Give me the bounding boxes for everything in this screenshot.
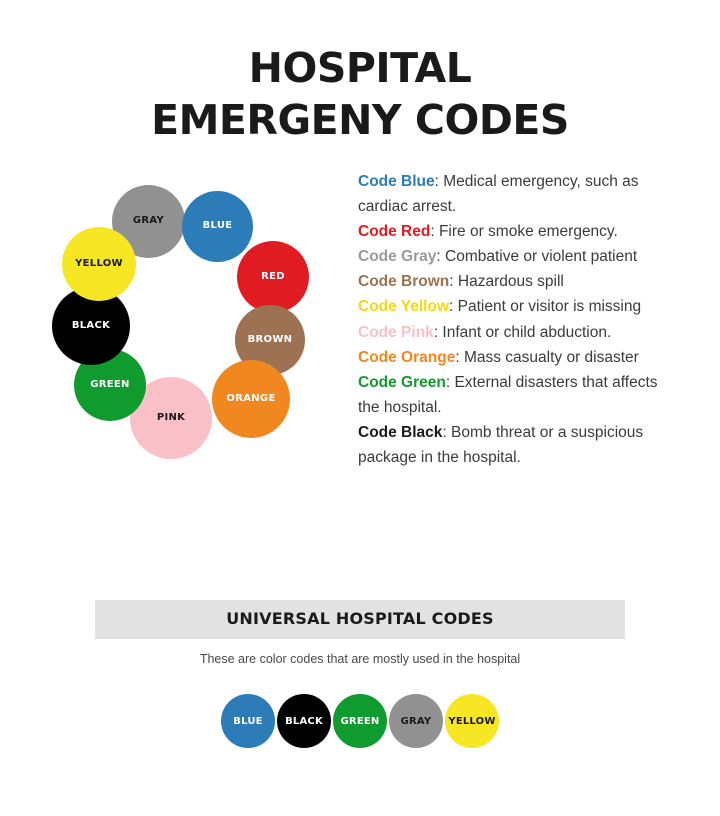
wheel-node-label: PINK [156,411,186,423]
universal-dot-green[interactable] [333,694,387,748]
universal-dot-black[interactable] [277,694,331,748]
wheel-node-orange[interactable] [212,360,290,438]
universal-dot-blue[interactable] [221,694,275,748]
legend-item-description: : External disasters that affects the hospital. [358,373,658,416]
universal-codes-banner [95,600,625,639]
universal-codes-subtitle: These are color codes that are mostly used in the hospital [199,652,521,666]
wheel-node-label: GRAY [132,215,165,227]
wheel-node-label: BLUE [202,220,233,232]
universal-dot-label: GREEN [340,715,380,727]
universal-dot-label: GRAY [400,715,432,727]
legend-item-code: Code Green [358,373,446,391]
wheel-node-label: GREEN [90,378,130,390]
legend-item-description: : Patient or visitor is missing [449,298,642,316]
legend-item-description: : Hazardous spill [449,273,564,291]
legend-item-code: Code Brown [358,273,450,291]
diagram-section [0,147,720,507]
wheel-node-yellow[interactable] [62,227,136,301]
universal-codes-dots [0,694,720,748]
universal-codes-heading: UNIVERSAL HOSPITAL CODES [226,609,494,628]
legend-item [358,320,678,345]
universal-dot-gray[interactable] [389,694,443,748]
legend-item-description: : Fire or smoke emergency. [430,223,618,241]
legend-item [358,420,678,470]
universal-dot-label: BLUE [233,715,263,727]
legend-item-description: : Mass casualty or disaster [455,348,639,366]
legend-item [358,244,678,269]
legend-item [358,269,678,294]
universal-dot-label: BLACK [285,715,323,727]
legend-item-description: : Infant or child abduction. [433,323,612,341]
legend-item-code: Code Yellow [358,298,450,316]
universal-dot-yellow[interactable] [445,694,499,748]
legend-item-description: : Bomb threat or a suspicious package in the hospital. [358,424,644,467]
wheel-node-label: BLACK [71,319,111,331]
universal-dot-label: YELLOW [448,715,496,727]
page-title [0,0,720,147]
legend-item-code: Code Gray [358,248,437,266]
legend-item-code: Code Black [358,424,443,442]
legend-item-code: Code Pink [358,323,434,341]
color-code-wheel [52,185,342,445]
legend-item-code: Code Blue [358,172,435,190]
wheel-node-blue[interactable] [182,191,253,262]
legend-item [358,294,678,319]
legend-item-code: Code Orange [358,348,456,366]
legend-item-description: : Combative or violent patient [436,248,638,266]
wheel-node-label: YELLOW [75,257,123,269]
title-line-1: HOSPITAL [248,44,472,92]
legend-item-code: Code Red [358,223,431,241]
universal-codes-section [0,600,720,748]
wheel-node-label: ORANGE [226,392,276,404]
legend-item [358,370,678,420]
legend-item [358,345,678,370]
legend-item [358,219,678,244]
wheel-node-label: RED [261,270,285,282]
wheel-node-label: BROWN [247,333,293,345]
legend-item [358,169,678,219]
legend-item-description: : Medical emergency, such as cardiac arrest. [358,172,639,216]
title-line-2: EMERGENY CODES [151,96,569,145]
code-legend-list [358,169,678,470]
wheel-node-red[interactable] [237,241,309,313]
